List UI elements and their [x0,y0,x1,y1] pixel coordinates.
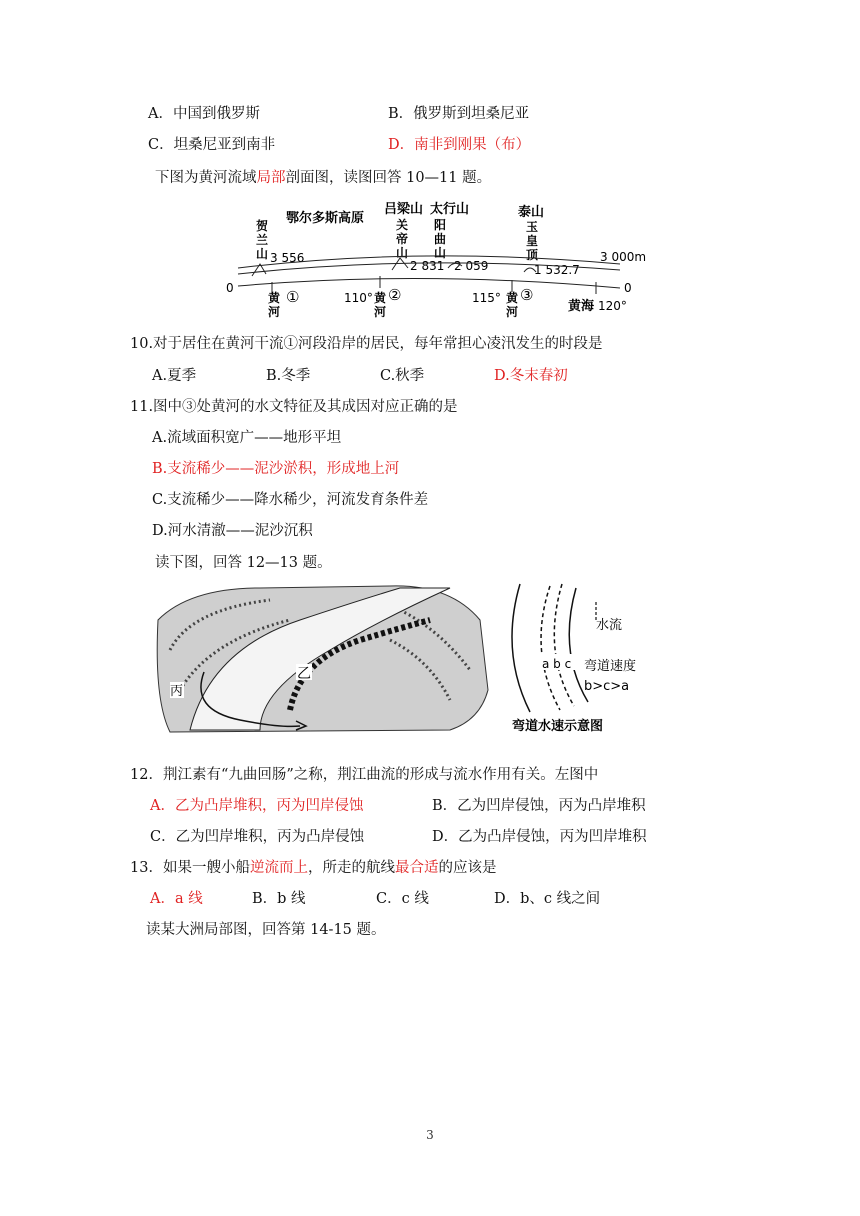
label-yuhuang-2: 皇 [526,234,539,248]
q10-option-c: C.秋季 [380,368,425,384]
label-yangqu-1: 阳 [434,218,447,232]
meander-terrain-figure [150,580,500,738]
lon-120: 120° [598,299,627,313]
zero-right: 0 [624,281,632,295]
river-label-2a: 黄 [374,291,387,305]
q13-text: 的应该是 [438,860,497,876]
q13-highlight-1: 逆流而上 [249,860,308,876]
page-number: 3 [426,1128,434,1142]
q13-option-b: B．b 线 [252,891,306,907]
bend-velocity-diagram [510,582,680,742]
q10-option-d: D.冬末春初 [494,368,568,384]
label-taishan: 泰山 [518,205,545,220]
lon-110: 110° [344,291,373,305]
label-lvliang: 吕梁山 [384,202,424,217]
q12-option-d: D．乙为凸岸侵蚀，丙为凹岸堆积 [432,829,647,845]
bend-caption: 弯道水速示意图 [512,719,604,734]
q11-option-b: B.支流稀少——泥沙淤积，形成地上河 [152,461,400,477]
river-label-2b: 河 [374,305,387,319]
q9-option-c: C．坦桑尼亚到南非 [148,137,276,153]
q13-text: ，所走的航线 [307,860,395,876]
q13-option-a: A．a 线 [150,891,203,907]
label-yangqu-2: 曲 [434,232,447,246]
q9-option-b: B．俄罗斯到坦桑尼亚 [388,106,530,122]
lon-115: 115° [472,291,501,305]
label-water-flow: 水流 [596,618,623,633]
elev-2059: 2 059 [454,259,489,273]
line-b [554,584,574,706]
intro-14-15: 读某大洲局部图，回答第 14-15 题。 [146,922,386,938]
label-speed-title: 弯道速度 [584,659,637,674]
q10-stem: 10.对于居住在黄河干流①河段沿岸的居民，每年常担心凌汛发生的时段是 [130,336,603,352]
elev-3556: 3 556 [270,251,305,265]
label-yuhuang-1: 玉 [526,220,539,234]
q11-option-a: A.流域面积宽广——地形平坦 [152,430,342,446]
intro-10-11 [155,168,491,188]
label-guandi-3: 山 [396,246,409,260]
q12-option-c: C．乙为凹岸堆积，丙为凸岸侵蚀 [150,829,365,845]
label-helan-1: 贺 [256,219,269,233]
label-yangqu-3: 山 [434,246,447,260]
intro-text: 下图为黄河流域 [155,170,257,186]
label-abc: a b c [542,657,572,671]
elev-1532: 1 532.7 [534,263,580,277]
bank-outer [512,584,530,712]
label-helan-2: 兰 [256,233,269,247]
q11-stem: 11.图中③处黄河的水文特征及其成因对应正确的是 [130,399,458,415]
q10-option-a: A.夏季 [152,368,197,384]
q13-option-c: C．c 线 [376,891,429,907]
label-guandi-2: 帝 [396,232,409,246]
q12-stem: 12．荆江素有“九曲回肠”之称，荆江曲流的形成与流水作用有关。左图中 [130,767,599,783]
marker-3: ③ [520,286,534,304]
intro-text: 剖面图，读图回答 10—11 题。 [285,170,492,186]
river-label-3a: 黄 [506,291,519,305]
label-huanghai: 黄海 [568,299,595,314]
elev-2831: 2 831 [410,259,445,273]
q9-option-d: D．南非到刚果（布） [388,137,531,153]
marker-2: ② [388,286,402,304]
q13-text: 13．如果一艘小船 [130,860,250,876]
q12-option-a: A．乙为凸岸堆积，丙为凹岸侵蚀 [150,798,364,814]
label-plateau: 鄂尔多斯高原 [286,211,365,226]
label-yi: 乙 [297,666,311,682]
label-yuhuang-3: 顶 [526,248,539,262]
q13-option-d: D．b、c 线之间 [494,891,601,907]
label-guandi-1: 关 [396,218,409,232]
q13-highlight-2: 最合适 [394,860,439,876]
river-label-1b: 河 [268,305,281,319]
q12-option-b: B．乙为凹岸侵蚀，丙为凸岸堆积 [432,798,646,814]
river-label-3b: 河 [506,305,519,319]
q13-stem [130,858,496,878]
q9-option-a: A．中国到俄罗斯 [148,106,260,122]
river-label-1a: 黄 [268,291,281,305]
profile-line-base [238,278,620,288]
q11-option-c: C.支流稀少——降水稀少，河流发育条件差 [152,492,429,508]
intro-12-13: 读下图，回答 12—13 题。 [155,555,332,571]
elev-3000m: 3 000m [600,250,647,264]
label-taihang: 太行山 [430,202,470,217]
yellow-river-profile-figure [220,196,650,326]
label-bing: 丙 [170,684,184,699]
q10-option-b: B.冬季 [266,368,311,384]
intro-highlight: 局部 [256,170,286,186]
label-helan-3: 山 [256,247,269,261]
q11-option-d: D.河水清澈——泥沙沉积 [152,523,313,539]
marker-1: ① [286,288,300,306]
zero-left: 0 [226,281,234,295]
label-speed-relation: b>c>a [584,679,630,694]
